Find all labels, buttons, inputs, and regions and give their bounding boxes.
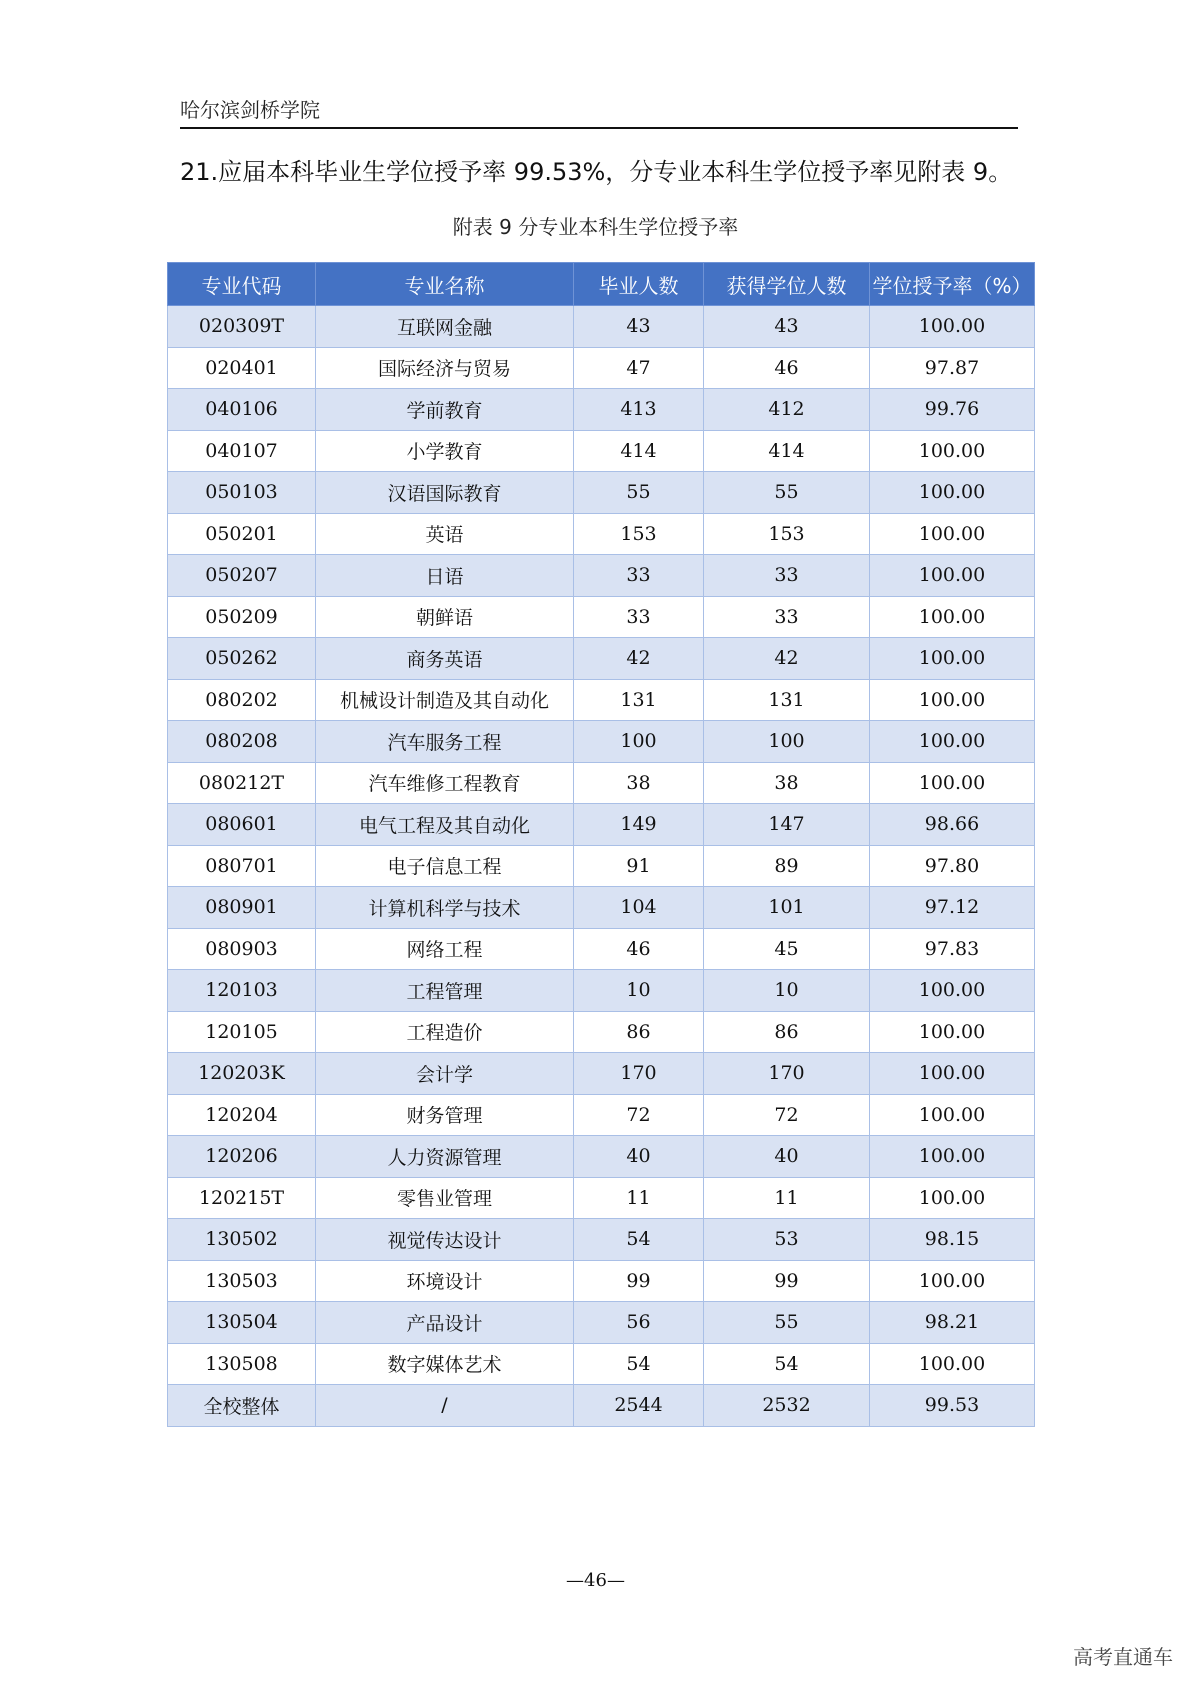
cell-degree-rate: 99.76 (870, 389, 1035, 431)
cell-major-code: 040107 (168, 430, 316, 472)
cell-degree-recipients: 10 (704, 970, 870, 1012)
cell-major-code: 130503 (168, 1260, 316, 1302)
cell-graduates: 104 (574, 887, 704, 929)
cell-major-code: 080208 (168, 721, 316, 763)
cell-degree-rate: 100.00 (870, 430, 1035, 472)
cell-major-name: 电子信息工程 (316, 845, 574, 887)
cell-major-name: 英语 (316, 513, 574, 555)
cell-degree-rate: 98.21 (870, 1302, 1035, 1344)
cell-graduates: 153 (574, 513, 704, 555)
cell-degree-recipients: 101 (704, 887, 870, 929)
cell-major-code: 080903 (168, 928, 316, 970)
table-row (168, 928, 1035, 970)
cell-graduates: 149 (574, 804, 704, 846)
cell-major-code: 050103 (168, 472, 316, 514)
cell-major-name: 人力资源管理 (316, 1136, 574, 1178)
intro-paragraph: 21.应届本科毕业生学位授予率 99.53%，分专业本科生学位授予率见附表 9。 (180, 158, 1013, 186)
cell-major-name: 零售业管理 (316, 1177, 574, 1219)
table-row (168, 347, 1035, 389)
cell-graduates: 2544 (574, 1385, 704, 1427)
cell-degree-rate: 100.00 (870, 1011, 1035, 1053)
cell-degree-rate: 97.80 (870, 845, 1035, 887)
cell-graduates: 38 (574, 762, 704, 804)
cell-degree-rate: 97.83 (870, 928, 1035, 970)
cell-major-code: 120103 (168, 970, 316, 1012)
cell-major-code: 120105 (168, 1011, 316, 1053)
cell-major-name: 小学教育 (316, 430, 574, 472)
table-row (168, 804, 1035, 846)
cell-degree-recipients: 153 (704, 513, 870, 555)
table-row (168, 596, 1035, 638)
column-header-major-code: 专业代码 (168, 263, 316, 306)
cell-major-code: 130508 (168, 1343, 316, 1385)
cell-graduates: 100 (574, 721, 704, 763)
cell-major-name: 互联网金融 (316, 306, 574, 348)
table-row (168, 1177, 1035, 1219)
table-row (168, 389, 1035, 431)
cell-degree-rate: 100.00 (870, 1343, 1035, 1385)
cell-degree-recipients: 2532 (704, 1385, 870, 1427)
table-body (168, 306, 1035, 1427)
cell-major-code: 120204 (168, 1094, 316, 1136)
cell-graduates: 413 (574, 389, 704, 431)
table-total-row (168, 1385, 1035, 1427)
cell-degree-recipients: 55 (704, 1302, 870, 1344)
table-row (168, 1260, 1035, 1302)
cell-graduates: 54 (574, 1343, 704, 1385)
cell-major-name: 计算机科学与技术 (316, 887, 574, 929)
column-header-degree-recipients: 获得学位人数 (704, 263, 870, 306)
cell-major-name: 汉语国际教育 (316, 472, 574, 514)
table-row (168, 845, 1035, 887)
table-row (168, 1011, 1035, 1053)
cell-major-name: 朝鲜语 (316, 596, 574, 638)
table-header-row (168, 263, 1035, 306)
cell-degree-recipients: 46 (704, 347, 870, 389)
cell-degree-rate: 97.12 (870, 887, 1035, 929)
cell-degree-rate: 97.87 (870, 347, 1035, 389)
cell-major-code: 全校整体 (168, 1385, 316, 1427)
cell-degree-recipients: 72 (704, 1094, 870, 1136)
cell-major-code: 050262 (168, 638, 316, 680)
cell-major-name: 产品设计 (316, 1302, 574, 1344)
table-row (168, 970, 1035, 1012)
cell-major-code: 120215T (168, 1177, 316, 1219)
cell-graduates: 33 (574, 596, 704, 638)
cell-graduates: 54 (574, 1219, 704, 1261)
cell-major-code: 080212T (168, 762, 316, 804)
cell-degree-rate: 100.00 (870, 1094, 1035, 1136)
table-row (168, 430, 1035, 472)
page-number: —46— (566, 1570, 625, 1591)
cell-graduates: 91 (574, 845, 704, 887)
cell-major-name: 数字媒体艺术 (316, 1343, 574, 1385)
cell-major-name: 汽车维修工程教育 (316, 762, 574, 804)
table-row (168, 1053, 1035, 1095)
cell-major-code: 020309T (168, 306, 316, 348)
cell-graduates: 99 (574, 1260, 704, 1302)
degree-rate-table (167, 262, 1035, 1427)
cell-major-code: 080601 (168, 804, 316, 846)
cell-major-code: 050207 (168, 555, 316, 597)
cell-degree-recipients: 42 (704, 638, 870, 680)
cell-degree-recipients: 11 (704, 1177, 870, 1219)
cell-major-code: 080901 (168, 887, 316, 929)
column-header-degree-rate: 学位授予率（%） (870, 263, 1035, 306)
table-row (168, 887, 1035, 929)
cell-major-code: 020401 (168, 347, 316, 389)
cell-graduates: 43 (574, 306, 704, 348)
cell-degree-rate: 100.00 (870, 1136, 1035, 1178)
table-row (168, 513, 1035, 555)
cell-degree-recipients: 131 (704, 679, 870, 721)
cell-major-code: 040106 (168, 389, 316, 431)
table-caption: 附表 9 分专业本科生学位授予率 (452, 215, 739, 239)
cell-graduates: 170 (574, 1053, 704, 1095)
cell-major-name: 机械设计制造及其自动化 (316, 679, 574, 721)
cell-graduates: 10 (574, 970, 704, 1012)
cell-major-name: 国际经济与贸易 (316, 347, 574, 389)
cell-graduates: 56 (574, 1302, 704, 1344)
cell-major-name: 汽车服务工程 (316, 721, 574, 763)
cell-degree-recipients: 86 (704, 1011, 870, 1053)
cell-degree-rate: 100.00 (870, 306, 1035, 348)
cell-graduates: 33 (574, 555, 704, 597)
cell-major-name: 商务英语 (316, 638, 574, 680)
cell-major-code: 130504 (168, 1302, 316, 1344)
cell-degree-recipients: 54 (704, 1343, 870, 1385)
cell-major-name: 会计学 (316, 1053, 574, 1095)
cell-major-name: 财务管理 (316, 1094, 574, 1136)
cell-major-code: 050209 (168, 596, 316, 638)
cell-degree-recipients: 100 (704, 721, 870, 763)
cell-graduates: 414 (574, 430, 704, 472)
table-row (168, 306, 1035, 348)
cell-graduates: 46 (574, 928, 704, 970)
cell-degree-rate: 100.00 (870, 1053, 1035, 1095)
cell-degree-recipients: 414 (704, 430, 870, 472)
cell-degree-rate: 99.53 (870, 1385, 1035, 1427)
table-row (168, 1219, 1035, 1261)
table-row (168, 1136, 1035, 1178)
table-row (168, 555, 1035, 597)
cell-graduates: 55 (574, 472, 704, 514)
cell-major-code: 080701 (168, 845, 316, 887)
table-row (168, 1094, 1035, 1136)
cell-degree-rate: 100.00 (870, 1260, 1035, 1302)
cell-degree-recipients: 55 (704, 472, 870, 514)
cell-major-name: 日语 (316, 555, 574, 597)
table-row (168, 762, 1035, 804)
cell-degree-recipients: 99 (704, 1260, 870, 1302)
cell-graduates: 40 (574, 1136, 704, 1178)
cell-degree-rate: 100.00 (870, 596, 1035, 638)
cell-degree-rate: 98.15 (870, 1219, 1035, 1261)
cell-graduates: 42 (574, 638, 704, 680)
cell-major-name: 网络工程 (316, 928, 574, 970)
cell-degree-recipients: 38 (704, 762, 870, 804)
cell-degree-rate: 100.00 (870, 638, 1035, 680)
cell-degree-recipients: 412 (704, 389, 870, 431)
cell-major-code: 080202 (168, 679, 316, 721)
cell-degree-recipients: 45 (704, 928, 870, 970)
cell-major-code: 120203K (168, 1053, 316, 1095)
table-row (168, 1302, 1035, 1344)
cell-major-name: 学前教育 (316, 389, 574, 431)
table-row (168, 472, 1035, 514)
header-divider (180, 127, 1018, 129)
cell-degree-rate: 100.00 (870, 472, 1035, 514)
column-header-major-name: 专业名称 (316, 263, 574, 306)
cell-graduates: 11 (574, 1177, 704, 1219)
cell-major-name: / (316, 1385, 574, 1427)
cell-major-code: 050201 (168, 513, 316, 555)
table-row (168, 679, 1035, 721)
cell-major-code: 130502 (168, 1219, 316, 1261)
watermark-text: 高考直通车 (1073, 1645, 1173, 1669)
cell-graduates: 86 (574, 1011, 704, 1053)
cell-degree-rate: 100.00 (870, 513, 1035, 555)
cell-major-name: 环境设计 (316, 1260, 574, 1302)
cell-major-name: 视觉传达设计 (316, 1219, 574, 1261)
document-header-title: 哈尔滨剑桥学院 (180, 98, 320, 122)
table-row (168, 1343, 1035, 1385)
cell-degree-rate: 98.66 (870, 804, 1035, 846)
cell-graduates: 131 (574, 679, 704, 721)
table-row (168, 721, 1035, 763)
cell-major-name: 电气工程及其自动化 (316, 804, 574, 846)
cell-degree-rate: 100.00 (870, 679, 1035, 721)
cell-degree-recipients: 40 (704, 1136, 870, 1178)
cell-major-code: 120206 (168, 1136, 316, 1178)
cell-degree-recipients: 170 (704, 1053, 870, 1095)
cell-degree-rate: 100.00 (870, 555, 1035, 597)
cell-graduates: 47 (574, 347, 704, 389)
cell-degree-recipients: 33 (704, 555, 870, 597)
cell-degree-recipients: 53 (704, 1219, 870, 1261)
column-header-graduates: 毕业人数 (574, 263, 704, 306)
cell-degree-recipients: 33 (704, 596, 870, 638)
cell-degree-rate: 100.00 (870, 970, 1035, 1012)
cell-degree-recipients: 43 (704, 306, 870, 348)
cell-major-name: 工程造价 (316, 1011, 574, 1053)
cell-degree-rate: 100.00 (870, 721, 1035, 763)
cell-graduates: 72 (574, 1094, 704, 1136)
cell-degree-rate: 100.00 (870, 1177, 1035, 1219)
cell-degree-recipients: 147 (704, 804, 870, 846)
table-row (168, 638, 1035, 680)
cell-degree-rate: 100.00 (870, 762, 1035, 804)
cell-degree-recipients: 89 (704, 845, 870, 887)
cell-major-name: 工程管理 (316, 970, 574, 1012)
